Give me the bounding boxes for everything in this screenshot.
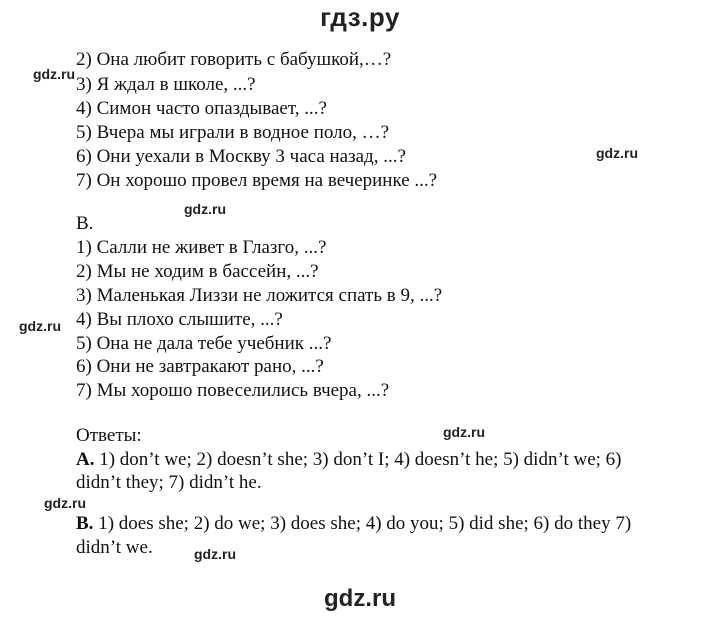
- answers-b-label: B.: [76, 513, 94, 534]
- question-b-5: 5) Она не дала тебе учебник ...?: [76, 333, 332, 354]
- answers-a-line2: didn’t they; 7) didn’t he.: [76, 472, 262, 493]
- answers-a-label: A.: [76, 449, 95, 470]
- question-b-7: 7) Мы хорошо повеселились вчера, ...?: [76, 380, 390, 401]
- answers-a-line1: [76, 448, 621, 472]
- site-footer: gdz.ru: [324, 585, 396, 612]
- question-b-4: 4) Вы плохо слышите, ...?: [76, 309, 283, 330]
- question-b-1: 1) Салли не живет в Глазго, ...?: [76, 237, 327, 258]
- question-b-2: 2) Мы не ходим в бассейн, ...?: [76, 261, 319, 282]
- question-b-3: 3) Маленькая Лиззи не ложится спать в 9, ...?: [76, 285, 443, 306]
- question-a-3: 3) Я ждал в школе, ...?: [76, 74, 256, 95]
- site-header: гдз.ру: [320, 2, 400, 32]
- question-b-6: 6) Они не завтракают рано, ...?: [76, 356, 324, 377]
- answers-b-text: 1) does she; 2) do we; 3) does she; 4) do you; 5) did she; 6) do they 7): [93, 513, 632, 534]
- question-a-5: 5) Вчера мы играли в водное поло, …?: [76, 122, 390, 143]
- watermark: gdz.ru: [33, 66, 75, 82]
- watermark: gdz.ru: [44, 495, 86, 511]
- question-a-6: 6) Они уехали в Москву 3 часа назад, ...?: [76, 146, 406, 167]
- answers-b-line1: [76, 512, 631, 536]
- question-a-7: 7) Он хорошо провел время на вечеринке ...?: [76, 170, 438, 191]
- watermark: gdz.ru: [443, 424, 485, 440]
- watermark: gdz.ru: [19, 318, 61, 334]
- watermark: gdz.ru: [596, 145, 638, 161]
- section-b-heading: B.: [76, 213, 94, 234]
- watermark: gdz.ru: [184, 201, 226, 217]
- answers-a-text: 1) don’t we; 2) doesn’t she; 3) don’t I; 4) doesn’t he; 5) didn’t we; 6): [94, 449, 622, 470]
- question-a-2: 2) Она любит говорить с бабушкой,…?: [76, 49, 392, 70]
- answers-heading: Ответы:: [76, 425, 142, 446]
- question-a-4: 4) Симон часто опаздывает, ...?: [76, 98, 327, 119]
- watermark: gdz.ru: [194, 546, 236, 562]
- answers-b-line2: didn’t we.: [76, 537, 153, 558]
